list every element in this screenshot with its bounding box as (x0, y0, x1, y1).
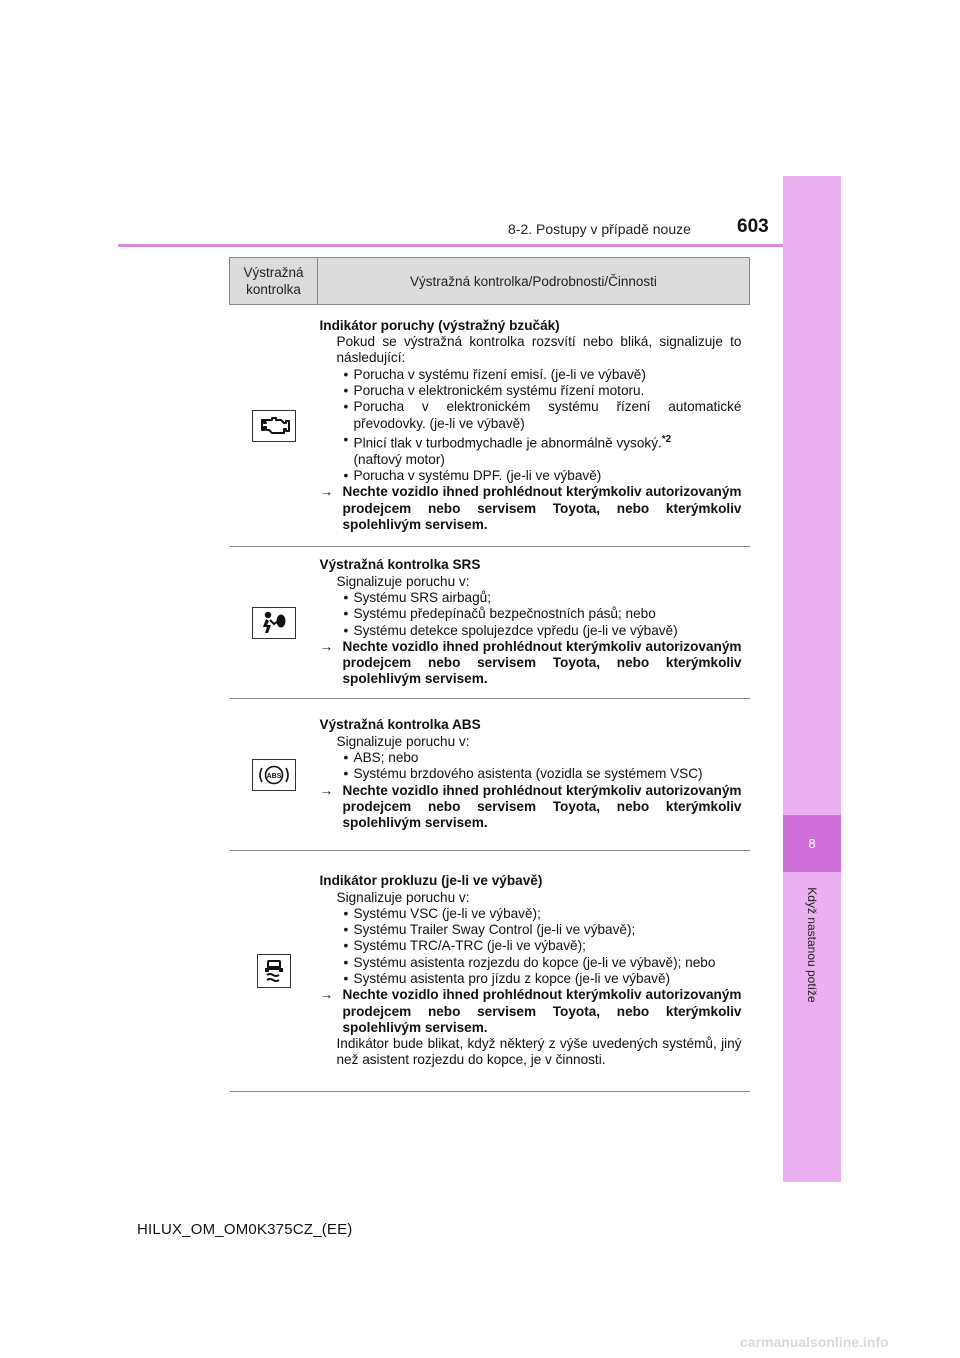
list-item: • Porucha v systému DPF. (je-li ve výbavě) (320, 468, 742, 484)
table-header-row (230, 258, 750, 305)
list-item-cont: (naftový motor) (353, 451, 445, 467)
watermark: carmanualsonline.info (740, 1334, 889, 1350)
action-label: Nechte vozidlo ihned prohlédnout kterýmkoliv autorizovaným prodejcem nebo servisem Toyota, nebo kterýmkoliv spolehlivým servisem. (342, 987, 742, 1035)
page-number: 603 (737, 216, 769, 237)
list-item: • Systému asistenta rozjezdu do kopce (je-li ve výbavě); nebo (320, 955, 742, 971)
table-row (230, 305, 750, 547)
arrow-icon: → (319, 484, 334, 500)
row-title: Indikátor prokluzu (je-li ve výbavě) (319, 873, 543, 889)
action-text (320, 987, 742, 1036)
list-item: • Systému TRC/A-TRC (je-li ve výbavě); (320, 938, 742, 954)
row-note: Indikátor bude blikat, když některý z výše uvedených systémů, jiný než asistent rozjezdu do kopce, je v činnosti. (336, 1036, 742, 1068)
row-intro: Signalizuje poruchu v: (336, 889, 470, 905)
icon-cell (230, 547, 318, 699)
list-item: • Systému asistenta pro jízdu z kopce (je-li ve výbavě) (320, 971, 742, 987)
arrow-icon: → (319, 987, 334, 1003)
list-item: • Systému SRS airbagů; (320, 590, 742, 606)
table-row (230, 699, 750, 851)
list-item: • Porucha v systému řízení emisí. (je-li ve výbavě) (320, 367, 742, 383)
side-tab (783, 176, 841, 1182)
details-cell (318, 305, 750, 547)
row-intro: Signalizuje poruchu v: (336, 733, 470, 749)
list-item: • Systému VSC (je-li ve výbavě); (320, 906, 742, 922)
list-item (320, 432, 742, 468)
list-item: • Systému Trailer Sway Control (je-li ve výbavě); (320, 922, 742, 938)
action-label: Nechte vozidlo ihned prohlédnout kterýmkoliv autorizovaným prodejcem nebo servisem Toyota, nebo kterýmkoliv spolehlivým servisem. (342, 638, 742, 687)
details-cell (318, 851, 750, 1092)
document-code: HILUX_OM_OM0K375CZ_(EE) (137, 1221, 353, 1238)
footnote-ref: *2 (661, 433, 672, 445)
list-item: • Porucha v elektronickém systému řízení motoru. (320, 383, 742, 399)
side-tab-number: 8 (783, 815, 841, 872)
abs-icon-text: ABS (266, 772, 281, 780)
abs-icon (252, 759, 296, 791)
list-item: • ABS; nebo (320, 750, 742, 766)
action-label: Nechte vozidlo ihned prohlédnout kterýmkoliv autorizovaným prodejcem nebo servisem Toyota, nebo kterýmkoliv spolehlivým servisem. (342, 782, 742, 831)
arrow-icon: → (319, 782, 334, 798)
list-item: • Systému brzdového asistenta (vozidla se systémem VSC) (320, 766, 742, 782)
side-tab-label: Když nastanou potíže (805, 887, 819, 1003)
icon-cell (230, 851, 318, 1092)
row-title: Výstražná kontrolka ABS (319, 717, 481, 733)
row-intro: Pokud se výstražná kontrolka rozsvítí nebo bliká, signalizuje to následující: (336, 334, 742, 366)
icon-cell (230, 699, 318, 851)
col-header-light (230, 258, 318, 305)
check-engine-icon (252, 410, 296, 442)
icon-cell (230, 305, 318, 547)
list-item: • Systému předepínačů bezpečnostních pásů; nebo (320, 606, 742, 622)
row-title: Indikátor poruchy (výstražný bzučák) (319, 317, 560, 333)
action-text (320, 783, 742, 832)
table-row (230, 547, 750, 699)
details-cell (318, 699, 750, 851)
table-row (230, 851, 750, 1092)
row-intro: Signalizuje poruchu v: (336, 573, 470, 589)
action-text (320, 639, 742, 688)
list-item: • Porucha v elektronickém systému řízení automatické převodovky. (je-li ve výbavě) (320, 399, 742, 432)
section-title: 8-2. Postupy v případě nouze (508, 221, 691, 237)
list-item-text: Plnicí tlak v turbodmychadle je abnormálně vysoký. (353, 435, 662, 451)
col-header-light-line2: kontrolka (246, 282, 301, 297)
action-label: Nechte vozidlo ihned prohlédnout kterýmkoliv autorizovaným prodejcem nebo servisem Toyota, nebo kterýmkoliv spolehlivým servisem. (342, 484, 742, 532)
header-rule (118, 244, 783, 247)
action-text (320, 484, 742, 533)
col-header-details: Výstražná kontrolka/Podrobnosti/Činnosti (318, 258, 750, 305)
srs-airbag-icon (252, 607, 296, 639)
details-cell (318, 547, 750, 699)
warning-lights-table (229, 257, 750, 1092)
col-header-light-line1: Výstražná (243, 265, 304, 280)
list-item: • Systému detekce spolujezdce vpředu (je-li ve výbavě) (320, 623, 742, 639)
row-title: Výstražná kontrolka SRS (319, 557, 481, 573)
arrow-icon: → (319, 638, 334, 654)
slip-indicator-icon (257, 954, 291, 988)
